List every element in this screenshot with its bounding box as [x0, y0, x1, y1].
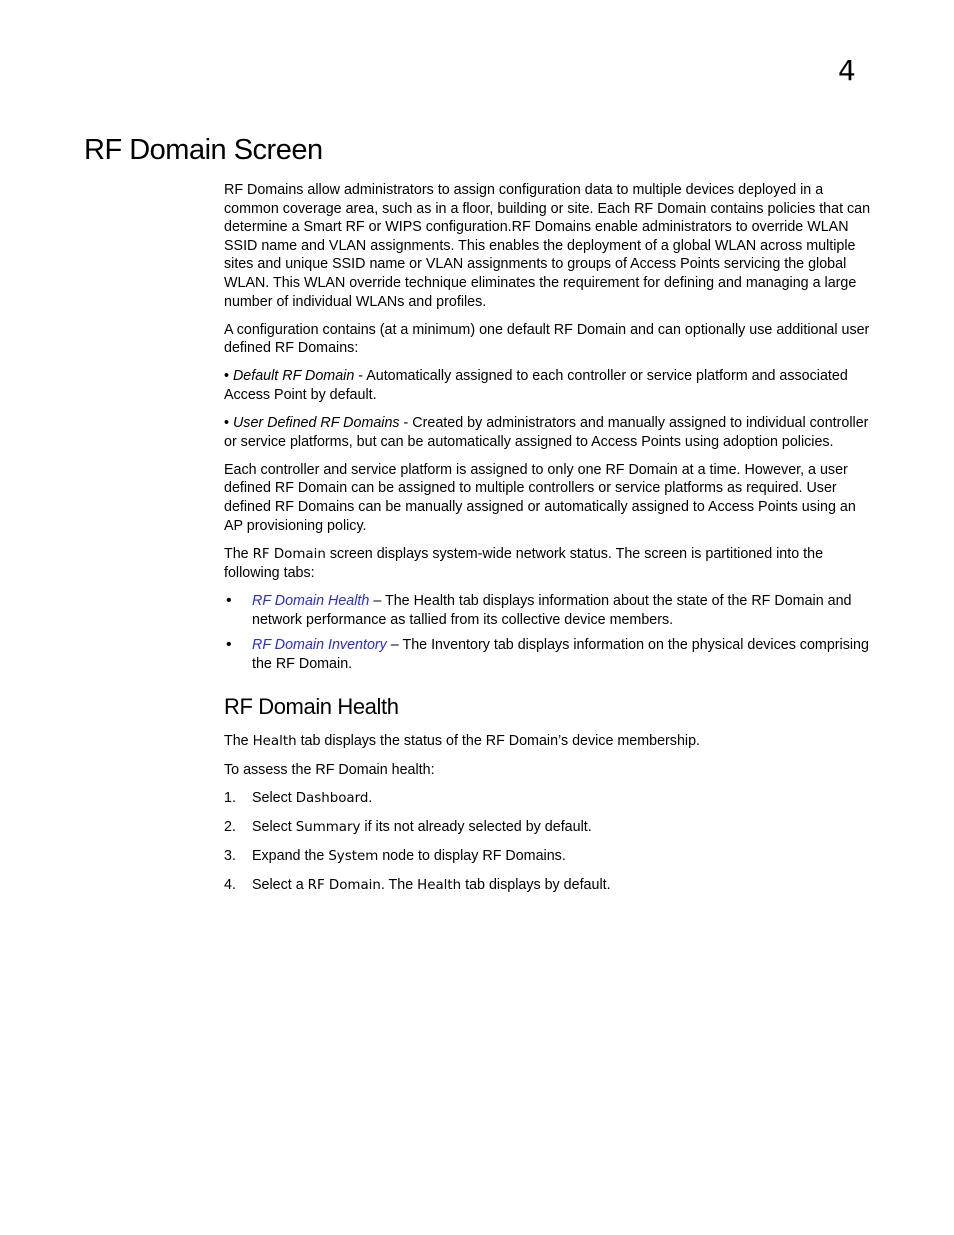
step-text-after: . The: [380, 877, 418, 894]
step-item: [224, 847, 872, 867]
step-number: 3.: [224, 848, 236, 865]
step-text-before: Select: [252, 790, 296, 807]
step-text-before: Expand the: [252, 848, 329, 865]
user-defined-text: - Created by administrators and manually assigned to individual controller or service platforms, but can be automatically assigned to Access Points using adoption policies.: [224, 415, 869, 450]
default-rf-domain-text: - Automatically assigned to each controller or service platform and associated Access Point by default.: [224, 368, 848, 403]
rf-domain-health-link[interactable]: RF Domain Health: [252, 593, 370, 610]
health-p1-before: The: [224, 733, 253, 750]
step-gui-term-2: Health: [417, 878, 462, 894]
step-item: [224, 818, 872, 838]
step-gui-term: RF Domain: [307, 878, 381, 894]
intro-p4-before: The: [224, 545, 253, 562]
intro-paragraph-4: [224, 545, 872, 583]
health-p1-after: tab displays the status of the RF Domain’s device membership.: [296, 733, 701, 750]
list-item: [224, 592, 872, 629]
step-text-after: if its not already selected by default.: [360, 819, 592, 836]
tabs-list: [224, 592, 872, 673]
steps-list: [224, 789, 872, 896]
main-content: [224, 181, 872, 905]
step-gui-term: System: [328, 849, 379, 865]
intro-p4-after: screen displays system-wide network status. The screen is partitioned into the following tabs:: [224, 545, 824, 582]
bullet-icon: •: [226, 592, 232, 610]
health-paragraph-1: [224, 732, 872, 752]
step-text-before: Select a: [252, 877, 308, 894]
step-text-after: .: [368, 790, 373, 807]
list-item-text: – The Inventory tab displays information on the physical devices comprising the RF Domain.: [252, 636, 869, 672]
default-rf-domain-item: [224, 367, 872, 404]
user-defined-rf-domains-item: [224, 414, 872, 451]
step-number: 4.: [224, 877, 236, 894]
default-rf-domain-prefix: •: [224, 368, 233, 385]
user-defined-term: User Defined RF Domains: [232, 415, 400, 432]
list-item-text: – The Health tab displays information about the state of the RF Domain and network performance as tallied from its collective device members.: [252, 593, 852, 628]
intro-paragraph-2: A configuration contains (at a minimum) one default RF Domain and can optionally use additional user defined RF Domains:: [224, 321, 870, 357]
intro-paragraph-1: RF Domains allow administrators to assign configuration data to multiple devices deployed in a common coverage area, such as in a floor, building or site. Each RF Domain contains policies that can determine a Smart RF or WIPS configuration.RF Domains enable administrators to override WLAN SSID name and VLAN assignments. This enables the deployment of a global WLAN across multiple sites and unique SSID name or VLAN assignments to groups of Access Points servicing the global WLAN. This WLAN override technique eliminates the requirement for defining and managing a large number of individual WLANs and profiles.: [224, 182, 871, 310]
list-item: [224, 636, 872, 673]
health-paragraph-2: To assess the RF Domain health:: [224, 762, 435, 779]
step-gui-term: Dashboard: [295, 791, 369, 807]
step-text-before: Select: [252, 819, 296, 836]
step-number: 2.: [224, 819, 236, 836]
health-gui-term: Health: [252, 734, 297, 750]
page-title: RF Domain Screen: [84, 134, 323, 166]
step-gui-term: Summary: [295, 820, 361, 836]
step-item: [224, 876, 872, 896]
step-item: [224, 789, 872, 809]
rf-domain-inventory-link[interactable]: RF Domain Inventory: [252, 636, 387, 653]
rf-domain-gui-term: RF Domain: [252, 546, 326, 562]
bullet-icon: •: [226, 635, 232, 653]
user-defined-prefix: •: [224, 415, 233, 432]
step-text-after: node to display RF Domains.: [378, 848, 566, 865]
chapter-number: 4: [838, 54, 856, 87]
intro-paragraph-3: Each controller and service platform is assigned to only one RF Domain at a time. However, a user defined RF Domain can be assigned to multiple controllers or service platforms as required. User defined RF Domains can be manually assigned or automatically assigned to Access Points using an AP provisioning policy.: [224, 461, 856, 534]
section-heading: RF Domain Health: [224, 694, 399, 720]
step-number: 1.: [224, 790, 236, 807]
step-text-after-2: tab displays by default.: [461, 877, 611, 894]
default-rf-domain-term: Default RF Domain: [232, 368, 355, 385]
